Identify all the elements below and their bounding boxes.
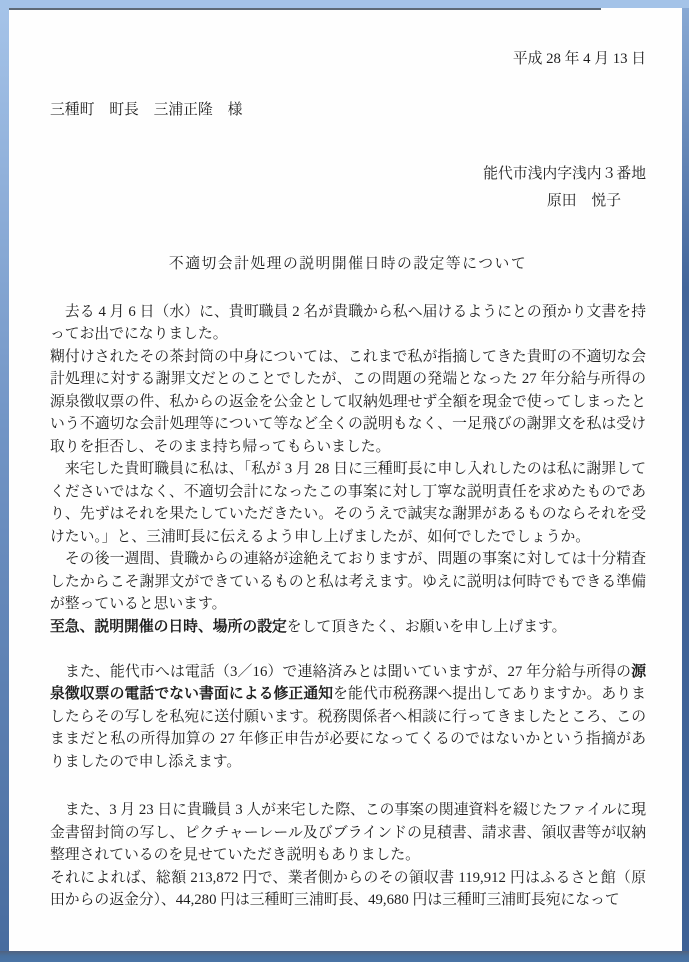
body-paragraph-4: その後一週間、貴職からの連絡が途絶えておりますが、問題の事案に対しては十分精査したからこそ謝罪文ができているものと私は考えます。ゆえに説明は何時でもできる準備が整っていると思います。 <box>50 551 646 612</box>
letter-page <box>9 8 682 951</box>
addressee-line: 三種町 町長 三浦正隆 様 <box>50 101 243 118</box>
sender-name: 原田 悦子 <box>547 192 621 209</box>
body-paragraph-7: また、3 月 23 日に貴職員 3 人が来宅した際、この事案の関連資料を綴じたファイルに現金書留封筒の写し、ピクチャーレール及びブラインドの見積書、請求書、領収書等が収納整理されているのを見せていただき説明もありました。 <box>50 802 646 863</box>
tax-paragraph-rest-text: を能代市税務課へ提出してありますか。ありましたらその写しを私宛に送付願います。税務関係者へ相談に行ってきましたところ、このままだと私の所得加算の 27 年修正申告が必要になってくるのではないかという指摘がありましたので申し添えます。 <box>50 686 646 770</box>
body-paragraph-2: 糊付けされたその茶封筒の中身については、これまで私が指摘してきた貴町の不適切な会計処理に対する謝罪文だとのことでしたが、この問題の発端となった 27 年分給与所得の源泉徴収票の件、私からの返金を公金として収納処理せず全額を現金で使ってしまったという不適切な会計処理等について等など全くの説明もなく、一足飛びの謝罪文を私は受け取りを拒否し、そのまま持ち帰ってもらいました。 <box>50 348 646 455</box>
correction-notice-bold-text: 源泉徴収票の電話でない書面による修正通知 <box>50 663 646 702</box>
body-paragraph-1: 去る 4 月 6 日（水）に、貴町職員 2 名が貴職から私へ届けるようにとの預かり文書を持ってお出でになりました。 <box>50 303 646 342</box>
frame-border-bottom <box>0 951 689 962</box>
page-top-rule <box>9 8 601 10</box>
frame-border-left <box>0 0 9 962</box>
urgent-request-rest-text: をして頂きたく、お願いを申し上げます。 <box>286 618 567 635</box>
date-line: 平成 28 年 4 月 13 日 <box>512 51 646 67</box>
tax-paragraph-lead-text: また、能代市へは電話（3／16）で連絡済みとは聞いていますが、27 年分給与所得の <box>50 663 632 680</box>
frame-border-top <box>0 0 689 8</box>
body-paragraph-6 <box>50 661 646 774</box>
sender-address: 能代市浅内字浅内３番地 <box>483 166 646 182</box>
frame-border-right <box>682 0 689 962</box>
sender-block <box>50 163 646 212</box>
body-paragraph-5 <box>50 616 646 639</box>
letter-body <box>50 301 646 912</box>
document-title: 不適切会計処理の説明開催日時の設定等について <box>168 256 528 272</box>
body-paragraph-3: 来宅した貴町職員に私は、「私が 3 月 28 日に三種町長に申し入れしたのは私に謝罪してくださいではなく、不適切会計になったこの事案に対し丁寧な説明責任を求めたものであり、先ずはそれを果たしていただきたい。そのうえで誠実な謝罪があるものならそれを受けたい。」と、三浦町長に伝えるよう申し上げましたが、如何でしたでしょうか。 <box>50 461 646 545</box>
body-paragraph-8: それによれば、総額 213,872 円で、業者側からのその領収書 119,912 円はふるさと館（原田からの返金分）、44,280 円は三種町三浦町長、49,680 円は三種町三浦町長宛になって <box>50 869 646 908</box>
urgent-request-bold-text: 至急、説明開催の日時、場所の設定 <box>50 618 287 635</box>
